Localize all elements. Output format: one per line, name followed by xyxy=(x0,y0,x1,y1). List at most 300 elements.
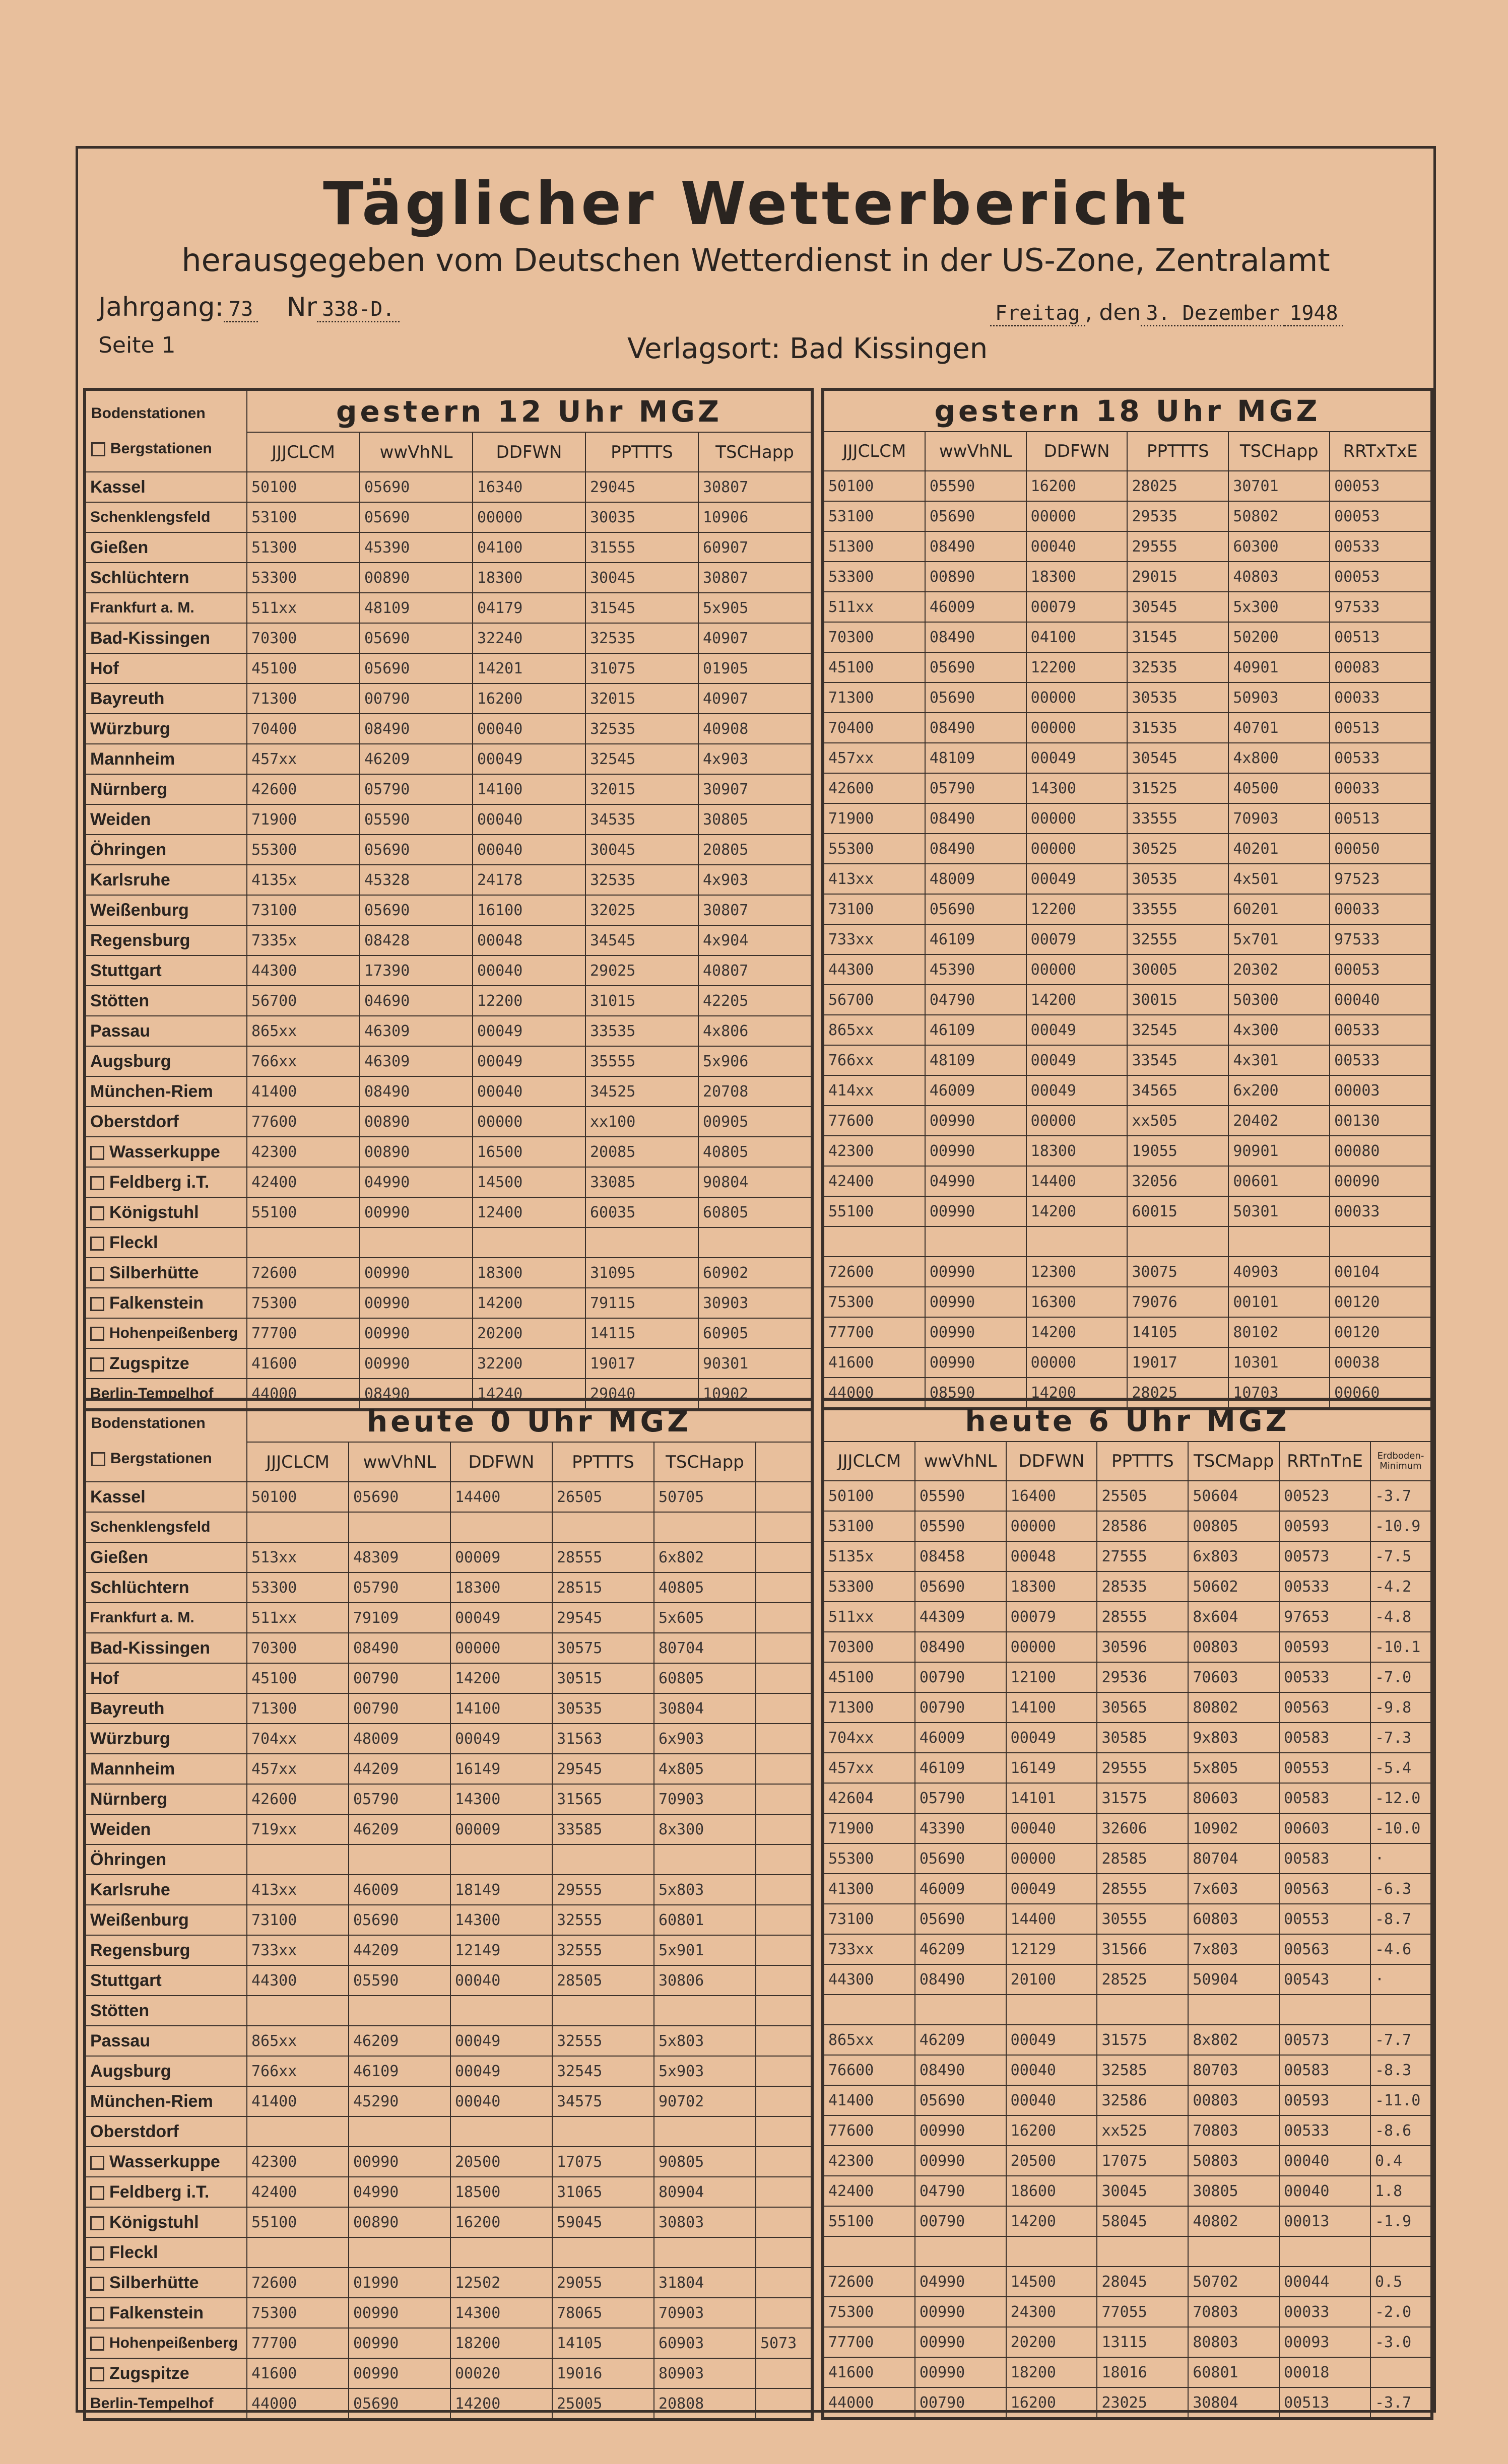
table-row xyxy=(86,1318,811,1348)
observation-cell: 42205 xyxy=(698,986,811,1016)
verlagsort: Verlagsort: Bad Kissingen xyxy=(627,332,988,365)
report-title: Täglicher Wetterbericht xyxy=(323,169,1189,238)
observation-cell: 42400 xyxy=(824,2176,915,2206)
observation-cell: 50903 xyxy=(1228,682,1330,713)
observation-cell: 8x300 xyxy=(654,1814,756,1844)
observation-cell: 45328 xyxy=(360,865,473,895)
observation-cell: 00533 xyxy=(1279,1571,1370,1602)
observation-cell: 55100 xyxy=(247,2207,349,2237)
observation-cell: 05690 xyxy=(349,1905,450,1935)
observation-cell: 08490 xyxy=(360,1379,473,1409)
observation-cell: 00000 xyxy=(1026,1347,1128,1378)
observation-cell: 44000 xyxy=(247,2388,349,2419)
observation-cell: 33085 xyxy=(585,1167,698,1197)
extra-cell xyxy=(756,1512,811,1542)
observation-cell: 28525 xyxy=(1097,1964,1188,1995)
table-row xyxy=(824,894,1431,924)
station-name: Schlüchtern xyxy=(90,1578,189,1597)
observation-cell: 30805 xyxy=(1188,2176,1279,2206)
observation-cell: 44300 xyxy=(824,1964,915,1995)
observation-cell: 00603 xyxy=(1279,1813,1370,1843)
table-row xyxy=(824,2115,1431,2146)
table-row xyxy=(86,1814,811,1844)
observation-cell: 31545 xyxy=(585,593,698,623)
observation-cell: 28535 xyxy=(1097,1571,1188,1602)
station-name-cell xyxy=(86,563,247,593)
observation-cell: 77700 xyxy=(247,1318,360,1348)
station-name-cell xyxy=(86,2268,247,2298)
observation-cell: 42400 xyxy=(247,1167,360,1197)
observation-cell: 4x301 xyxy=(1228,1045,1330,1075)
observation-cell xyxy=(247,1512,349,1542)
observation-cell: 18300 xyxy=(1006,1571,1097,1602)
observation-cell: 00060 xyxy=(1330,1378,1431,1408)
observation-cell: 00040 xyxy=(1279,2146,1370,2176)
observation-cell: 33555 xyxy=(1127,803,1228,834)
observation-cell: 46209 xyxy=(915,1934,1006,1964)
weekday-value: Freitag xyxy=(990,302,1085,326)
station-name: Augsburg xyxy=(90,1051,171,1071)
observation-cell: 31525 xyxy=(1127,773,1228,803)
observation-cell: 42300 xyxy=(247,2147,349,2177)
observation-cell: 40907 xyxy=(698,623,811,653)
observation-cell: 70803 xyxy=(1188,2297,1279,2327)
observation-cell: 12502 xyxy=(450,2268,552,2298)
observation-cell: 50100 xyxy=(824,471,925,501)
observation-cell: 511xx xyxy=(247,1603,349,1633)
observation-cell: 29535 xyxy=(1127,501,1228,531)
observation-cell: · xyxy=(1370,1964,1431,1995)
observation-cell: 46209 xyxy=(915,2025,1006,2055)
table-row xyxy=(86,653,811,683)
observation-cell xyxy=(349,1844,450,1875)
observation-cell: 08490 xyxy=(360,1076,473,1107)
observation-cell xyxy=(360,1227,473,1258)
observation-cell: 50803 xyxy=(1188,2146,1279,2176)
station-name: Frankfurt a. M. xyxy=(90,1609,194,1626)
observation-cell: 457xx xyxy=(824,743,925,773)
observation-cell: 00040 xyxy=(450,2086,552,2116)
observation-cell: 60201 xyxy=(1228,894,1330,924)
table-row xyxy=(824,2297,1431,2327)
observation-cell xyxy=(349,2237,450,2268)
station-name: Bad-Kissingen xyxy=(90,628,211,648)
observation-cell: 8x604 xyxy=(1188,1602,1279,1632)
observation-cell: 55100 xyxy=(824,2206,915,2236)
observation-cell: 32555 xyxy=(552,1905,654,1935)
station-name: Falkenstein xyxy=(109,1293,204,1313)
observation-cell: 05690 xyxy=(915,1571,1006,1602)
table-row xyxy=(824,1995,1431,2025)
station-name: Hohenpeißenberg xyxy=(109,1325,238,1341)
station-name-cell xyxy=(86,1905,247,1935)
observation-cell: 10906 xyxy=(698,502,811,532)
boden-label: Bodenstationen xyxy=(91,405,206,422)
observation-cell: 00003 xyxy=(1330,1075,1431,1106)
observation-cell: 14100 xyxy=(450,1693,552,1724)
observation-cell: 24178 xyxy=(473,865,585,895)
observation-cell: 72600 xyxy=(824,1257,925,1287)
observation-cell xyxy=(473,1227,585,1258)
observation-cell: 59045 xyxy=(552,2207,654,2237)
table-row xyxy=(824,2357,1431,2387)
observation-cell: -3.0 xyxy=(1370,2327,1431,2357)
observation-cell: 29025 xyxy=(585,955,698,986)
station-name-cell xyxy=(86,1875,247,1905)
observation-cell: 30565 xyxy=(1097,1692,1188,1723)
observation-cell: 70803 xyxy=(1188,2115,1279,2146)
observation-cell: 16200 xyxy=(450,2207,552,2237)
observation-cell: 41400 xyxy=(247,1076,360,1107)
observation-cell: 32545 xyxy=(1127,1015,1228,1045)
observation-cell: 56700 xyxy=(824,985,925,1015)
station-name-cell xyxy=(86,2207,247,2237)
observation-cell: 16100 xyxy=(473,895,585,925)
table-row xyxy=(824,622,1431,652)
date-value: 3. Dezember xyxy=(1141,302,1284,326)
observation-cell: 4135x xyxy=(247,865,360,895)
station-name: Nürnberg xyxy=(90,1789,167,1809)
station-name: Hof xyxy=(90,1668,119,1688)
observation-cell: 05790 xyxy=(915,1783,1006,1813)
observation-cell: 71300 xyxy=(824,1692,915,1723)
table-row xyxy=(86,1348,811,1379)
observation-cell: 704xx xyxy=(247,1724,349,1754)
observation-cell: 30701 xyxy=(1228,471,1330,501)
observation-cell: 457xx xyxy=(247,1754,349,1784)
observation-cell: 31565 xyxy=(552,1784,654,1814)
observation-cell xyxy=(1330,1226,1431,1257)
observation-cell: 73100 xyxy=(247,895,360,925)
observation-cell: 00000 xyxy=(450,1633,552,1663)
observation-cell: 0.4 xyxy=(1370,2146,1431,2176)
observation-cell: 00990 xyxy=(925,1257,1026,1287)
station-name: Oberstdorf xyxy=(90,1112,179,1131)
observation-cell: 34545 xyxy=(585,925,698,955)
observation-cell: 766xx xyxy=(247,1046,360,1076)
observation-cell: 28025 xyxy=(1127,471,1228,501)
period-title: gestern 12 Uhr MGZ xyxy=(247,390,811,432)
observation-cell: 04179 xyxy=(473,593,585,623)
table-row xyxy=(824,1257,1431,1287)
station-name-cell xyxy=(86,714,247,744)
observation-cell: 26505 xyxy=(552,1482,654,1512)
table-row xyxy=(86,774,811,804)
observation-cell: 00790 xyxy=(915,1692,1006,1723)
observation-cell: 05690 xyxy=(360,623,473,653)
observation-cell: 00040 xyxy=(473,714,585,744)
table-row xyxy=(86,1693,811,1724)
observation-cell: 05690 xyxy=(360,502,473,532)
observation-cell: 12400 xyxy=(473,1197,585,1227)
observation-cell: 05690 xyxy=(915,1904,1006,1934)
column-header: JJJCLCM xyxy=(247,1442,349,1482)
table-row xyxy=(824,592,1431,622)
observation-cell: 00601 xyxy=(1228,1166,1330,1196)
observation-cell: 00990 xyxy=(349,2358,450,2388)
observation-cell: 30045 xyxy=(585,835,698,865)
station-name-cell xyxy=(86,804,247,835)
observation-cell: 55300 xyxy=(247,835,360,865)
weather-report-sheet xyxy=(76,146,1436,2413)
observation-cell: 05590 xyxy=(915,1511,1006,1541)
observation-cell: 4x806 xyxy=(698,1016,811,1046)
extra-cell xyxy=(756,2388,811,2419)
observation-cell xyxy=(1188,1995,1279,2025)
observation-cell: 35555 xyxy=(585,1046,698,1076)
station-name: Würzburg xyxy=(90,719,170,738)
extra-cell xyxy=(756,1724,811,1754)
observation-cell: 31065 xyxy=(552,2177,654,2207)
table-row xyxy=(86,1542,811,1572)
table-row xyxy=(824,1904,1431,1934)
observation-cell: 0.5 xyxy=(1370,2267,1431,2297)
observation-cell xyxy=(654,1996,756,2026)
observation-cell: 40908 xyxy=(698,714,811,744)
column-header: wwVhNL xyxy=(349,1442,450,1482)
observation-cell: 32586 xyxy=(1097,2085,1188,2115)
observation-cell xyxy=(824,1995,915,2025)
observation-cell: 50705 xyxy=(654,1482,756,1512)
station-name-cell xyxy=(86,1076,247,1107)
column-header: wwVhNL xyxy=(915,1442,1006,1481)
station-name-cell xyxy=(86,895,247,925)
observation-cell: 48109 xyxy=(925,1045,1026,1075)
station-name: Berlin-Tempelhof xyxy=(90,2395,214,2412)
station-name: Schenklengsfeld xyxy=(90,1519,211,1535)
observation-cell: 5135x xyxy=(824,1541,915,1571)
observation-cell: 6x802 xyxy=(654,1542,756,1572)
observation-cell: 32606 xyxy=(1097,1813,1188,1843)
observation-cell: 20100 xyxy=(1006,1964,1097,1995)
observation-cell xyxy=(349,1512,450,1542)
observation-cell: 00040 xyxy=(473,955,585,986)
observation-cell: -7.3 xyxy=(1370,1723,1431,1753)
table-row xyxy=(824,2236,1431,2267)
table-row xyxy=(86,2237,811,2268)
table-row xyxy=(86,532,811,563)
observation-cell: 18300 xyxy=(473,1258,585,1288)
observation-cell: 457xx xyxy=(824,1753,915,1783)
observation-cell: 50904 xyxy=(1188,1964,1279,1995)
observation-cell: 00000 xyxy=(1026,713,1128,743)
table-row xyxy=(86,1167,811,1197)
observation-cell: 05790 xyxy=(360,774,473,804)
observation-cell xyxy=(1279,2236,1370,2267)
observation-cell: 30525 xyxy=(1127,834,1228,864)
station-name: Öhringen xyxy=(90,840,167,859)
observation-cell: 00130 xyxy=(1330,1106,1431,1136)
observation-cell: 00990 xyxy=(360,1288,473,1318)
observation-cell: 00033 xyxy=(1330,894,1431,924)
berg-label: Bergstationen xyxy=(110,1450,212,1467)
table-row xyxy=(86,1603,811,1633)
station-name-cell xyxy=(86,472,247,502)
observation-cell xyxy=(698,1227,811,1258)
table-row xyxy=(824,1843,1431,1874)
observation-cell: 704xx xyxy=(824,1723,915,1753)
observation-cell: 00513 xyxy=(1330,622,1431,652)
observation-cell: 20085 xyxy=(585,1137,698,1167)
observation-cell: 00033 xyxy=(1330,682,1431,713)
extra-cell xyxy=(756,2147,811,2177)
observation-cell: 50802 xyxy=(1228,501,1330,531)
observation-cell: 14200 xyxy=(1006,2206,1097,2236)
station-name-cell xyxy=(86,1935,247,1965)
observation-cell: 41600 xyxy=(247,2358,349,2388)
observation-cell: 00049 xyxy=(1026,1045,1128,1075)
observation-cell: 00090 xyxy=(1330,1166,1431,1196)
table-row xyxy=(824,713,1431,743)
observation-cell: 46009 xyxy=(915,1874,1006,1904)
observation-cell: 00040 xyxy=(450,1965,552,1996)
observation-cell: 42600 xyxy=(247,1784,349,1814)
column-header: Erdboden-Minimum xyxy=(1370,1442,1431,1481)
observation-cell: 30805 xyxy=(698,804,811,835)
observation-cell xyxy=(247,2237,349,2268)
observation-cell: 05690 xyxy=(925,501,1026,531)
extra-cell xyxy=(756,1633,811,1663)
observation-cell xyxy=(247,2116,349,2147)
berg-label: Bergstationen xyxy=(110,440,212,457)
observation-cell: 51300 xyxy=(247,532,360,563)
observation-cell xyxy=(654,1512,756,1542)
observation-cell: 97653 xyxy=(1279,1602,1370,1632)
observation-cell: 31575 xyxy=(1097,2025,1188,2055)
table-row xyxy=(824,2267,1431,2297)
observation-cell xyxy=(1370,1995,1431,2025)
observation-cell: 46309 xyxy=(360,1046,473,1076)
station-name-cell xyxy=(86,1107,247,1137)
observation-cell: 72600 xyxy=(247,1258,360,1288)
observation-cell: 34565 xyxy=(1127,1075,1228,1106)
table-row xyxy=(86,2086,811,2116)
observation-cell: 48109 xyxy=(925,743,1026,773)
observation-cell: 04690 xyxy=(360,986,473,1016)
observation-cell: 30596 xyxy=(1097,1632,1188,1662)
observation-cell: 55300 xyxy=(824,834,925,864)
observation-cell: 30555 xyxy=(1097,1904,1188,1934)
observation-cell xyxy=(552,2116,654,2147)
observation-cell: 42400 xyxy=(247,2177,349,2207)
table-row xyxy=(86,623,811,653)
observation-cell: 14100 xyxy=(1006,1692,1097,1723)
berg-marker xyxy=(90,1297,104,1311)
observation-cell: -10.1 xyxy=(1370,1632,1431,1662)
station-name: Stuttgart xyxy=(90,1970,162,1990)
table-row xyxy=(824,924,1431,954)
observation-cell: 00049 xyxy=(1006,1874,1097,1904)
observation-cell: 48109 xyxy=(360,593,473,623)
station-name-cell xyxy=(86,683,247,714)
observation-cell: 00990 xyxy=(925,1136,1026,1166)
station-name: Karlsruhe xyxy=(90,1880,170,1899)
table-row xyxy=(824,1015,1431,1045)
observation-cell: 27555 xyxy=(1097,1541,1188,1571)
observation-cell: xx525 xyxy=(1097,2115,1188,2146)
observation-cell: 77700 xyxy=(824,1317,925,1347)
observation-cell: 44000 xyxy=(824,2387,915,2418)
observation-cell: 00990 xyxy=(349,2298,450,2328)
column-header: TSCHapp xyxy=(654,1442,756,1482)
station-name: Bad-Kissingen xyxy=(90,1638,211,1658)
table-row xyxy=(824,1541,1431,1571)
observation-cell: 80903 xyxy=(654,2358,756,2388)
observation-cell xyxy=(349,1996,450,2026)
observation-cell: 44209 xyxy=(349,1935,450,1965)
observation-cell: 08490 xyxy=(925,834,1026,864)
observation-cell: 53100 xyxy=(824,501,925,531)
observation-cell: 29555 xyxy=(1097,1753,1188,1783)
station-name: Weißenburg xyxy=(90,900,189,920)
observation-cell: 33535 xyxy=(585,1016,698,1046)
table-row xyxy=(86,1875,811,1905)
observation-cell: 00790 xyxy=(360,683,473,714)
observation-cell: 7x803 xyxy=(1188,1934,1279,1964)
observation-cell: 20302 xyxy=(1228,954,1330,985)
observation-cell: 44300 xyxy=(824,954,925,985)
berg-marker xyxy=(90,2277,104,2291)
observation-cell: 32535 xyxy=(585,865,698,895)
station-name-cell xyxy=(86,865,247,895)
observation-cell xyxy=(349,2116,450,2147)
column-header: JJJCLCM xyxy=(824,432,925,471)
observation-cell: 32555 xyxy=(552,1935,654,1965)
observation-cell: 28555 xyxy=(552,1542,654,1572)
observation-cell: 43390 xyxy=(915,1813,1006,1843)
observation-cell: 40701 xyxy=(1228,713,1330,743)
observation-cell: 00553 xyxy=(1279,1904,1370,1934)
column-header: PPTTTS xyxy=(585,432,698,472)
observation-cell: 28045 xyxy=(1097,2267,1188,2297)
observation-cell: 00000 xyxy=(1026,803,1128,834)
station-name-cell xyxy=(86,653,247,683)
observation-cell: 18149 xyxy=(450,1875,552,1905)
observation-cell: 20200 xyxy=(473,1318,585,1348)
observation-cell: 30807 xyxy=(698,895,811,925)
observation-cell: 4x903 xyxy=(698,865,811,895)
table-row xyxy=(86,2026,811,2056)
table-row xyxy=(86,744,811,774)
observation-cell: 00049 xyxy=(1026,864,1128,894)
observation-cell: 7335x xyxy=(247,925,360,955)
berg-marker xyxy=(90,2337,104,2351)
observation-cell: 05690 xyxy=(360,835,473,865)
observation-cell: 12200 xyxy=(473,986,585,1016)
observation-cell: 45100 xyxy=(247,653,360,683)
station-name: Feldberg i.T. xyxy=(109,1172,210,1192)
station-name-cell xyxy=(86,2358,247,2388)
column-header: PPTTTS xyxy=(1127,432,1228,471)
observation-cell: 00533 xyxy=(1330,531,1431,562)
extra-cell xyxy=(756,2237,811,2268)
extra-cell xyxy=(756,2268,811,2298)
observation-cell: 53100 xyxy=(247,502,360,532)
station-name: Fleckl xyxy=(109,2242,158,2262)
observation-cell: 04990 xyxy=(360,1167,473,1197)
table-row xyxy=(86,1016,811,1046)
observation-cell: 60805 xyxy=(698,1197,811,1227)
observation-cell: 46209 xyxy=(349,1814,450,1844)
station-name-cell xyxy=(86,502,247,532)
observation-cell: 46309 xyxy=(360,1016,473,1046)
observation-cell: 00000 xyxy=(473,1107,585,1137)
observation-cell: 77700 xyxy=(247,2328,349,2358)
observation-cell: 28025 xyxy=(1127,1378,1228,1408)
extra-cell xyxy=(756,1754,811,1784)
extra-cell xyxy=(756,1965,811,1996)
station-header xyxy=(86,1400,247,1482)
